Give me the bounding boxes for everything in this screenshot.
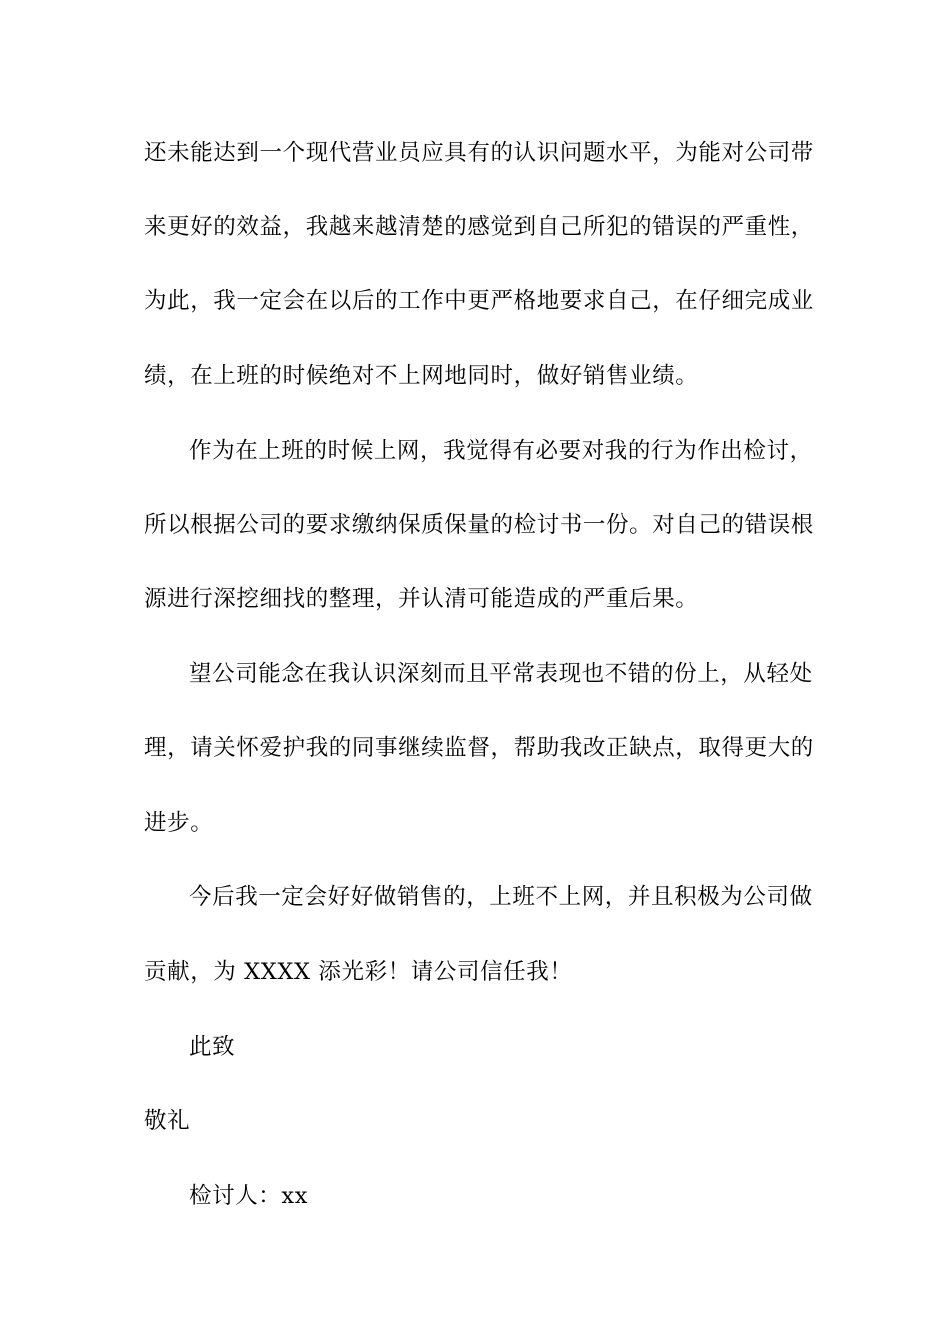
body-line: 还未能达到一个现代营业员应具有的认识问题水平，为能对公司带 <box>144 140 814 166</box>
closing-salutation: 此致 <box>189 1034 236 1060</box>
body-line: 进步。 <box>144 810 214 836</box>
body-line: 所以根据公司的要求缴纳保质保量的检讨书一份。对自己的错误根 <box>144 512 814 538</box>
body-line: 理，请关怀爱护我的同事继续监督，帮助我改正缺点，取得更大的 <box>144 735 814 761</box>
body-line: 贡献，为 XXXX 添光彩！请公司信任我！ <box>144 959 573 985</box>
paragraph-start-line: 今后我一定会好好做销售的，上班不上网，并且积极为公司做 <box>189 884 813 910</box>
body-line: 源进行深挖细找的整理，并认清可能造成的严重后果。 <box>144 586 699 612</box>
signature-line: 检讨人：xx <box>189 1183 308 1209</box>
body-line: 为此，我一定会在以后的工作中更严格地要求自己，在仔细完成业 <box>144 288 814 314</box>
closing-regards: 敬礼 <box>144 1108 191 1134</box>
paragraph-start-line: 望公司能念在我认识深刻而且平常表现也不错的份上，从轻处 <box>189 661 813 687</box>
body-line: 绩，在上班的时候绝对不上网地同时，做好销售业绩。 <box>144 363 699 389</box>
body-line: 来更好的效益，我越来越清楚的感觉到自己所犯的错误的严重性， <box>144 214 814 240</box>
paragraph-start-line: 作为在上班的时候上网，我觉得有必要对我的行为作出检讨， <box>189 438 813 464</box>
